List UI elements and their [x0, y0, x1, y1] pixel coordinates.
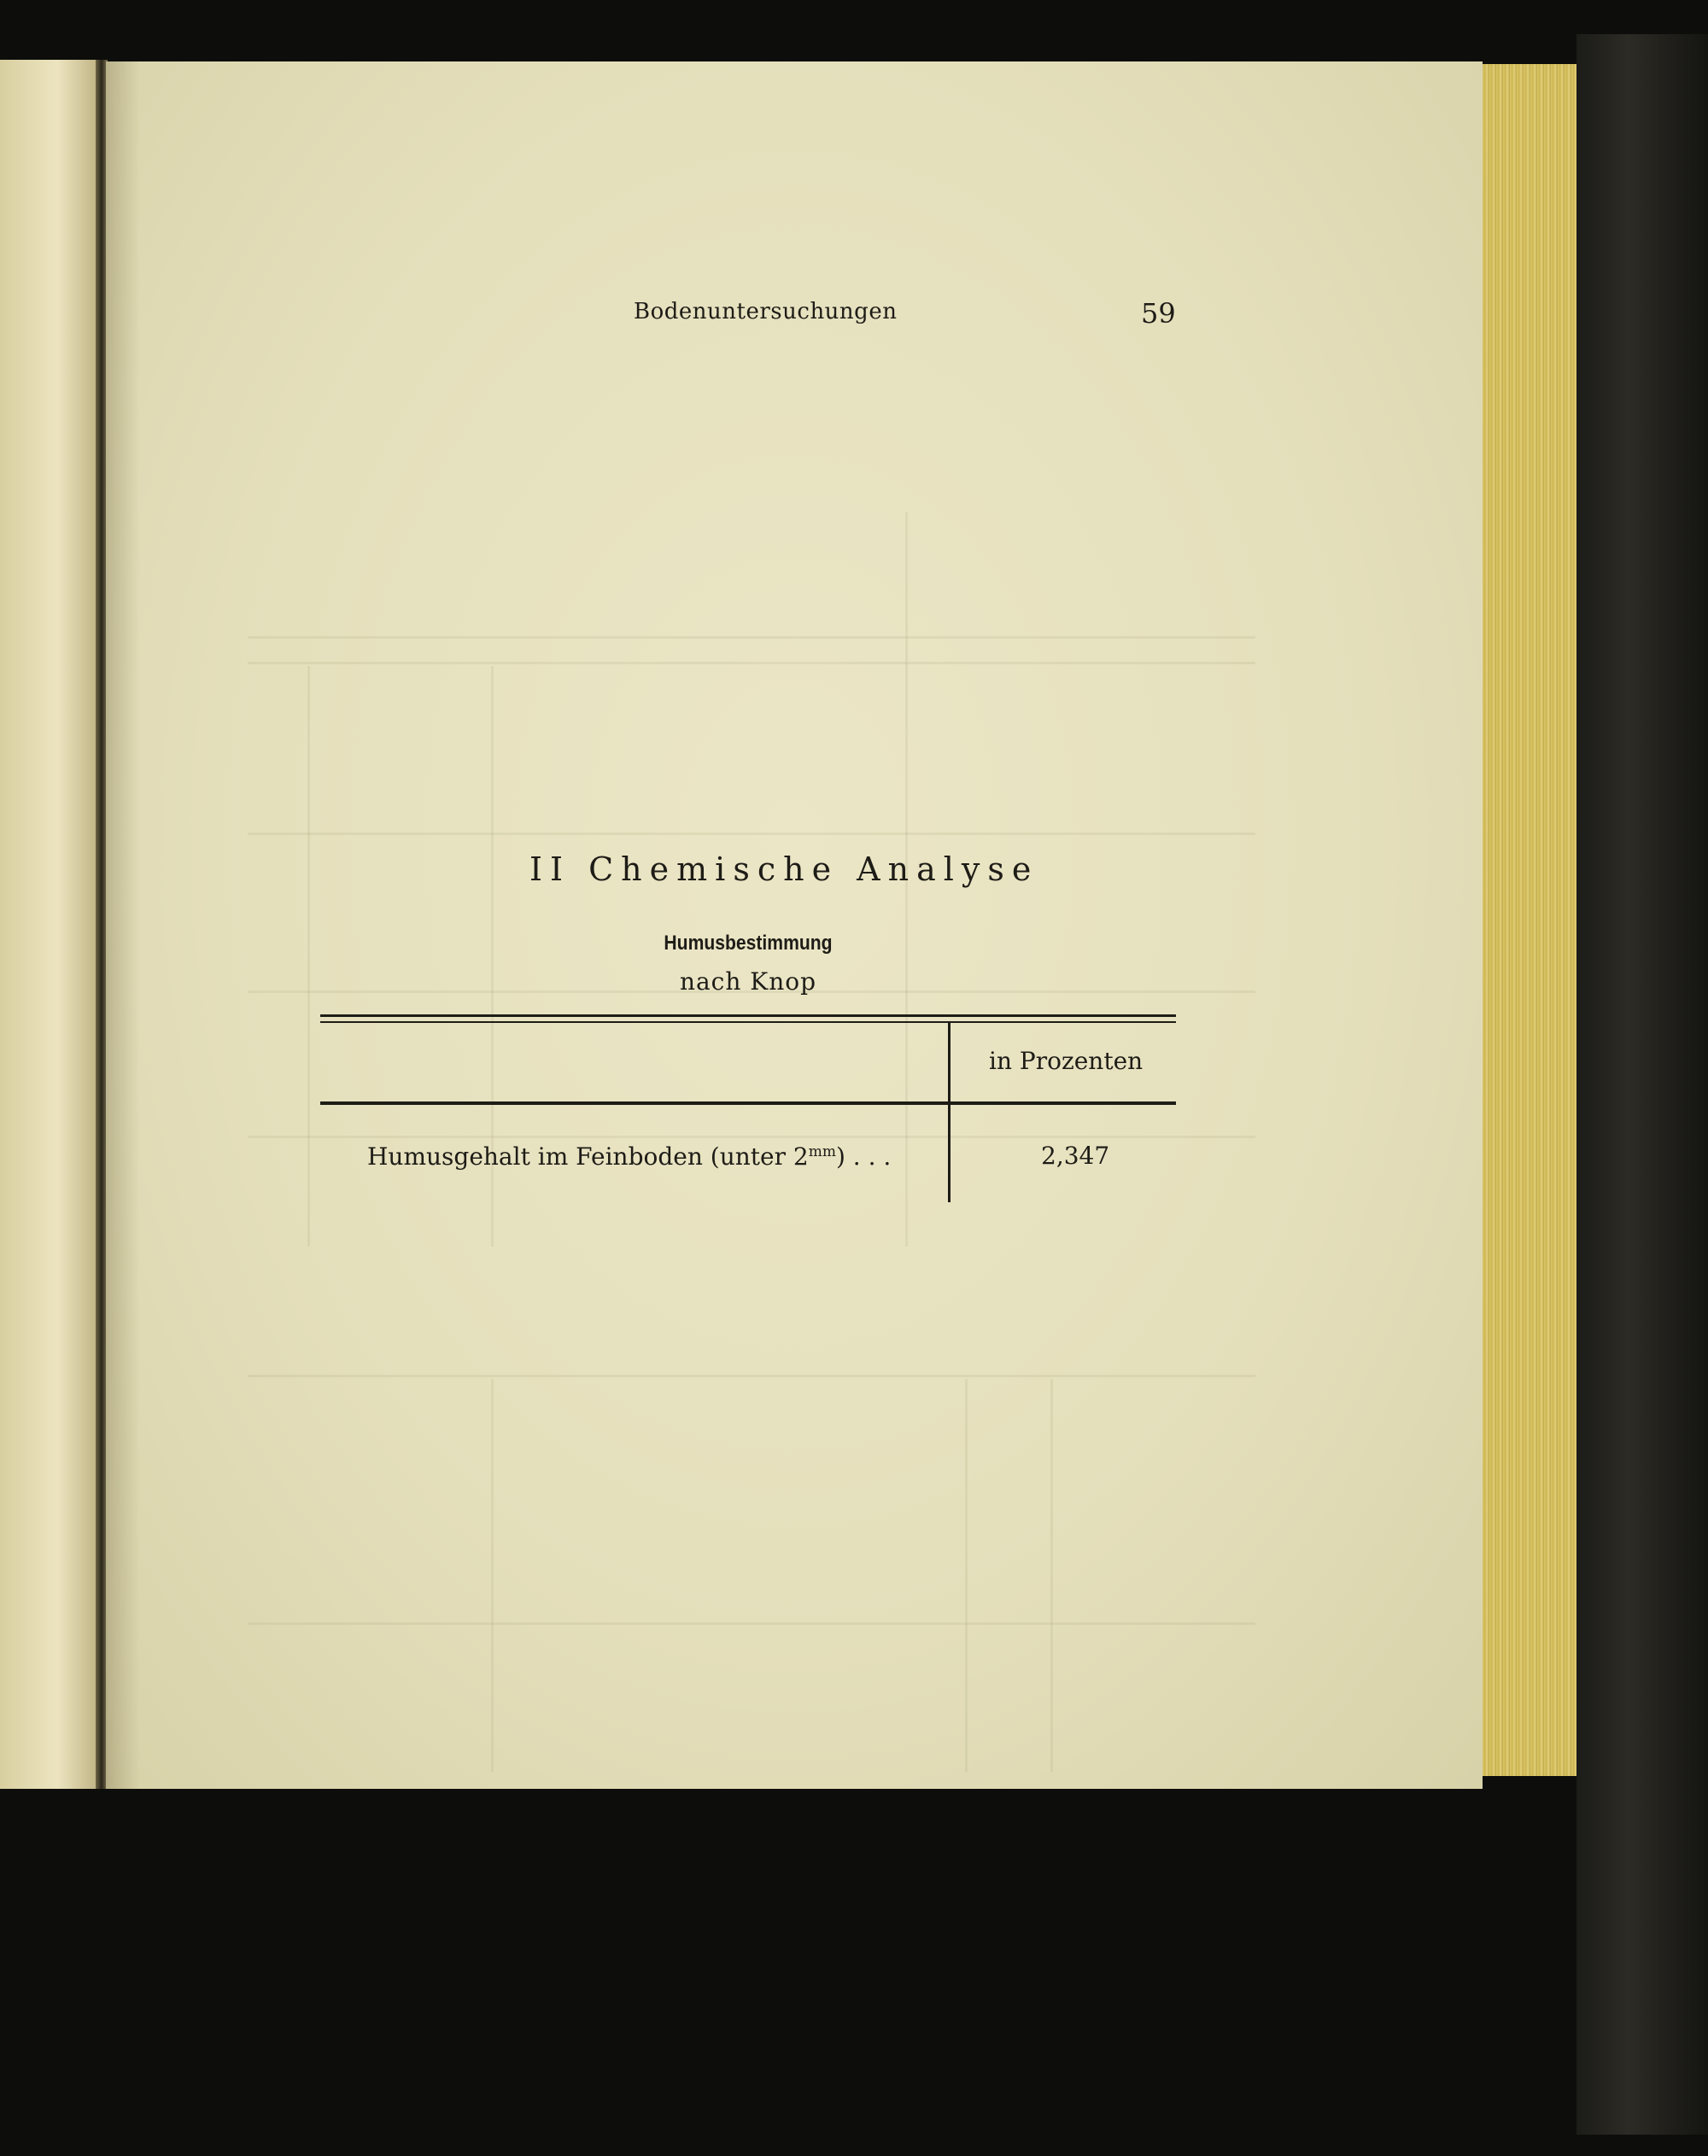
row-label-superscript: mm: [808, 1143, 836, 1160]
running-head: Bodenuntersuchungen: [634, 299, 898, 324]
show-through-rule: [248, 833, 1255, 835]
column-header: in Prozenten: [989, 1047, 1144, 1075]
book-cover: [1576, 34, 1708, 2135]
row-label-text: Humusgehalt im Feinboden (unter 2: [367, 1142, 809, 1171]
table-top-rule: [320, 1014, 1176, 1017]
page-number: 59: [1141, 297, 1176, 330]
show-through-rule: [248, 1136, 1255, 1138]
show-through-rule: [248, 636, 1255, 639]
row-value: 2,347: [1041, 1142, 1110, 1170]
method-line: nach Knop: [679, 967, 817, 996]
show-through-rule: [307, 666, 310, 1247]
page-header: [0, 299, 1708, 333]
section-title: II Chemische Analyse: [529, 850, 1039, 888]
header-bottom-rule: [320, 1101, 1176, 1105]
show-through-rule: [965, 1379, 968, 1772]
show-through-rule: [248, 662, 1255, 664]
show-through-rule: [491, 1379, 494, 1772]
show-through-rule: [248, 1622, 1255, 1625]
column-divider: [948, 1105, 951, 1202]
column-divider: [948, 1023, 951, 1101]
table-top-rule: [320, 1021, 1176, 1023]
show-through-rule: [248, 1375, 1255, 1377]
section-subtitle: Humusbestimmung: [664, 932, 833, 955]
show-through-rule: [1050, 1379, 1053, 1772]
row-label: [367, 1142, 891, 1171]
row-label-suffix: ) . . .: [835, 1142, 892, 1171]
